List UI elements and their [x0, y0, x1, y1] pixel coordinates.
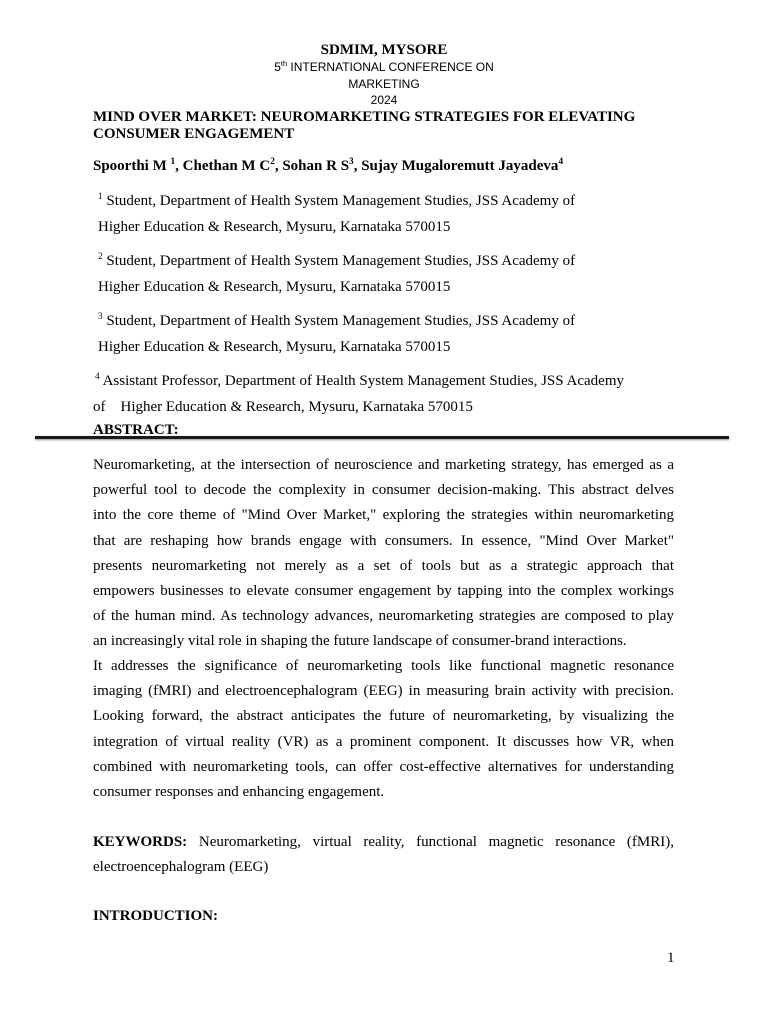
author-sup: 4: [558, 157, 564, 167]
abstract-line: combined with neuromarketing tools, can offer cost-effective alternatives for understanding: [93, 758, 674, 775]
paper-title-line-1: MIND OVER MARKET: NEUROMARKETING STRATEGIES FOR ELEVATING: [93, 109, 636, 125]
affiliation-line-1: Assistant Professor, Department of Health System Management Studies, JSS Academy: [99, 373, 624, 389]
affiliation-number: 4: [95, 372, 100, 382]
affiliation-number: 1: [98, 192, 103, 202]
paper-title: [93, 109, 693, 143]
keywords-label: KEYWORDS:: [93, 834, 188, 850]
conference-text: INTERNATIONAL CONFERENCE ON: [287, 60, 494, 74]
introduction-heading: INTRODUCTION:: [93, 908, 219, 924]
abstract-line: consumer responses and enhancing engagement.: [93, 783, 385, 800]
abstract-line: empowers businesses to elevate consumer engagement by tapping into the complex workings: [93, 582, 674, 599]
conference-number: 5: [274, 60, 281, 74]
paper-title-line-2: CONSUMER ENGAGEMENT: [93, 126, 295, 142]
affiliation-line-1: Student, Department of Health System Management Studies, JSS Academy of: [102, 253, 576, 269]
keywords-line-2: electroencephalogram (EEG): [93, 859, 269, 876]
institution-heading: SDMIM, MYSORE: [320, 42, 448, 58]
author-sup: 2: [270, 157, 275, 167]
keywords-line-1: [93, 830, 674, 855]
abstract-line: Neuromarketing, at the intersection of neuroscience and marketing strategy, has emerged as a: [93, 457, 674, 473]
conference-line-1: [0, 60, 768, 74]
author-sep: ,: [274, 158, 283, 174]
abstract-line: powerful tool to decode the complexity in consumer decision-making. This abstract delves: [93, 482, 674, 499]
affiliation-number: 2: [98, 252, 103, 262]
conference-year: 2024: [370, 93, 398, 107]
affiliation-number: 3: [98, 312, 103, 322]
keywords-block: [93, 830, 674, 880]
abstract-line: an increasingly vital role in shaping the future landscape of consumer-brand interactions.: [93, 633, 627, 650]
author-sep: ,: [175, 158, 183, 174]
author-name: Chethan M C: [182, 158, 271, 174]
abstract-paragraph-1: [93, 453, 674, 655]
affiliation-2: [98, 248, 575, 300]
author-name: Spoorthi M: [93, 158, 171, 174]
affiliation-4: [93, 368, 624, 420]
affiliation-line-2: Higher Education & Research, Mysuru, Karnataka 570015: [98, 219, 451, 235]
abstract-paragraph-2: [93, 654, 674, 805]
abstract-line: Looking forward, the abstract anticipates the future of neuromarketing, by visualizing the: [93, 708, 674, 725]
affiliation-line-2: Higher Education & Research, Mysuru, Karnataka 570015: [98, 339, 451, 355]
abstract-line: into the core theme of "Mind Over Market," exploring the strategies within neuromarketing: [93, 507, 674, 524]
affiliation-line-1: Student, Department of Health System Management Studies, JSS Academy of: [102, 193, 576, 209]
keywords-text: Neuromarketing, virtual reality, functional magnetic resonance (fMRI),: [187, 834, 674, 850]
author-sup: 1: [170, 157, 176, 167]
affiliation-3: [98, 308, 575, 360]
author-sep: ,: [353, 158, 362, 174]
affiliation-line-2: of Higher Education & Research, Mysuru, Karnataka 570015: [93, 399, 473, 415]
abstract-line: that are reshaping how brands engage with consumers. In essence, "Mind Over Market": [93, 532, 674, 549]
author-name: Sohan R S: [282, 158, 350, 174]
abstract-line: presents neuromarketing not merely as a set of tools but as a strategic approach that: [93, 557, 674, 574]
abstract-line: imaging (fMRI) and electroencephalogram (EEG) in measuring brain activity with precision.: [93, 683, 674, 700]
author-sup: 3: [349, 157, 354, 167]
page-number: 1: [667, 950, 675, 966]
affiliation-1: [98, 188, 575, 240]
conference-ordinal: th: [280, 59, 288, 68]
abstract-line: integration of virtual reality (VR) as a prominent component. It discusses how VR, when: [93, 733, 674, 750]
abstract-line: It addresses the significance of neuromarketing tools like functional magnetic resonance: [93, 658, 674, 674]
affiliation-line-2: Higher Education & Research, Mysuru, Karnataka 570015: [98, 279, 451, 295]
author-list: [93, 158, 563, 175]
author-name: Sujay Mugaloremutt Jayadeva: [361, 158, 559, 174]
conference-line-2: MARKETING: [348, 77, 420, 91]
abstract-line: of the human mind. As technology advances, neuromarketing strategies are composed to play: [93, 608, 674, 625]
abstract-heading: ABSTRACT:: [93, 422, 179, 438]
affiliation-line-1: Student, Department of Health System Management Studies, JSS Academy of: [102, 313, 576, 329]
